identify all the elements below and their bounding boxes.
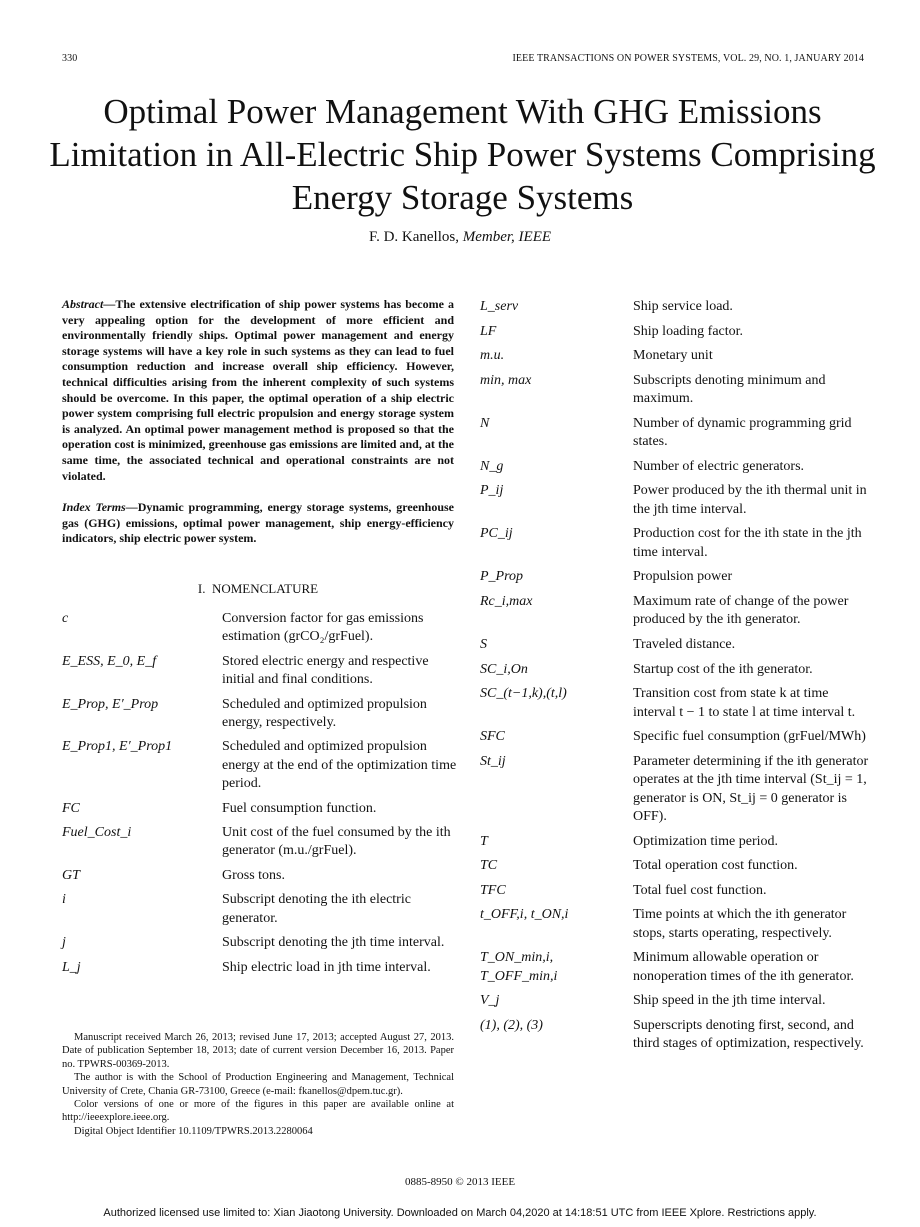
footnote-manuscript: Manuscript received March 26, 2013; revised June 17, 2013; accepted August 27, 2013. Date of publication September 18, 2013; date of current version December 16, 2013. Paper no. TPWRS-00369-2013. [62,1032,454,1070]
footnote-doi: Digital Object Identifier 10.1109/TPWRS.2013.2280064 [74,1125,313,1137]
nomenclature-definition: Time points at which the ith generator stops, starts operating, respectively. [633,907,847,941]
nomenclature-definition: Number of dynamic programming grid states. [633,415,852,450]
section-title-initial: N [211,581,222,596]
nomenclature-definition: Optimization time period. [633,833,779,849]
nomenclature-definition: Startup cost of the ith generator. [633,661,813,677]
nomenclature-entry [62,800,457,818]
nomenclature-definition: Subscript denoting the jth time interval. [222,935,445,951]
copyright: 0885-8950 © 2013 IEEE [404,1176,516,1188]
nomenclature-definition: Stored electric energy and respective initial and final conditions. [222,653,429,688]
nomenclature-definition: Ship speed in the jth time interval. [633,993,826,1009]
nomenclature-symbol: m.u. [480,348,505,364]
nomenclature-definition: Production cost for the ith state in the jth time interval. [633,526,862,560]
nomenclature-entry [480,661,870,679]
nomenclature-symbol: GT [62,867,80,883]
nomenclature-entry [62,696,457,733]
nomenclature-definition: Scheduled and optimized propulsion energy, respectively. [222,696,427,731]
nomenclature-definition: Scheduled and optimized propulsion energy at the end of the optimization time period. [222,739,457,792]
nomenclature-symbol: L_serv [480,299,519,314]
nomenclature-symbol: min, max [480,372,532,388]
nomenclature-symbol: N [480,415,490,431]
nomenclature-entry [480,347,870,365]
nomenclature-entry [62,610,457,647]
abstract [62,297,454,484]
nomenclature-entry [480,323,870,341]
author-affiliation: Member, IEEE [462,229,552,245]
nomenclature-definition: Parameter determining if the ith generator operates at the jth time interval (St_ij = 1, generator is ON, St_ij = 0 generator is OFF). [633,753,869,824]
nomenclature-entry [480,415,870,452]
nomenclature-symbol: t_OFF,i, t_ON,i [480,907,569,923]
author-name: F. D. Kanellos [368,229,456,245]
nomenclature-definition: Unit cost of the fuel consumed by the ith generator (m.u./grFuel). [222,825,451,859]
nomenclature-symbol: P_ij [480,483,504,499]
abstract-label: Abstract— [62,297,116,311]
nomenclature-symbol: SC_(t−1,k),(t,l) [480,686,567,702]
journal-header: IEEE TRANSACTIONS ON POWER SYSTEMS, VOL. 29, NO. 1, JANUARY 2014 [512,53,864,64]
nomenclature-entry [480,458,870,476]
nomenclature-symbol: E_ESS, E_0, E_f [62,653,157,669]
nomenclature-symbol: LF [480,323,497,339]
nomenclature-entry [480,728,870,746]
footnotes [62,1031,454,1138]
nomenclature-list-right [480,298,870,1060]
nomenclature-entry [62,738,457,793]
page-number: 330 [62,53,78,64]
nomenclature-entry [62,891,457,928]
nomenclature-definition: Total operation cost function. [633,858,798,874]
nomenclature-entry [62,959,457,977]
section-number: I. [197,581,206,596]
license-notice: Authorized licensed use limited to: Xian Jiaotong University. Downloaded on March 04,2020 at 14:18:51 UTC from IEEE Xplore. Restrictions apply. [103,1207,817,1219]
nomenclature-symbol: TC [480,858,498,874]
nomenclature-symbol: PC_ij [480,526,513,542]
nomenclature-entry [480,1017,870,1054]
section-heading-nomenclature [62,581,454,597]
nomenclature-symbol: S [480,636,487,652]
nomenclature-definition: Specific fuel consumption (grFuel/MWh) [633,729,866,745]
nomenclature-entry [480,906,870,943]
nomenclature-entry [480,568,870,586]
nomenclature-entry [480,857,870,875]
nomenclature-entry [62,824,457,861]
nomenclature-entry [480,298,870,316]
nomenclature-definition: Transition cost from state k at time interval t − 1 to state l at time interval t. [633,686,856,720]
paper-title: Optimal Power Management With GHG Emissions Limitation in All-Electric Ship Power Systems Comprising Energy Storage Systems [49,92,876,217]
author-line: F. D. Kanellos, Member, IEEE [368,229,552,245]
section-title-rest: OMENCLATURE [221,581,319,596]
nomenclature-symbol: c [62,611,69,626]
nomenclature-definition: Fuel consumption function. [222,800,377,816]
nomenclature-definition: Total fuel cost function. [633,882,767,898]
nomenclature-definition: Superscripts denoting first, second, and third stages of optimization, respectively. [633,1017,864,1052]
nomenclature-symbol: St_ij [480,753,506,769]
nomenclature-entry [480,593,870,630]
nomenclature-symbol: SFC [480,729,505,745]
nomenclature-entry [62,934,457,952]
nomenclature-entry [62,653,457,690]
nomenclature-definition: Ship electric load in jth time interval. [222,959,431,975]
nomenclature-symbol: TFC [480,882,506,898]
nomenclature-entry [480,525,870,562]
nomenclature-entry [480,753,870,827]
nomenclature-symbol: E_Prop1, E′_Prop1 [62,739,173,755]
footnote-author: The author is with the School of Production Engineering and Management, Technical University of Crete, Chania GR-73100, Greece (e-mail: fkanellos@dpem.tuc.gr). [62,1072,454,1097]
nomenclature-symbol: FC [62,800,80,816]
nomenclature-symbol: Fuel_Cost_i [62,825,132,841]
nomenclature-entry [480,833,870,851]
nomenclature-definition: Conversion factor for gas emissions estimation (grCO₂/grFuel). [222,611,424,645]
nomenclature-symbol: E_Prop, E′_Prop [62,696,159,712]
nomenclature-list-left [62,610,457,983]
nomenclature-symbol: i [62,892,66,908]
index-terms [62,500,454,547]
nomenclature-symbol: Rc_i,max [480,593,533,609]
nomenclature-symbol: N_g [480,458,504,474]
nomenclature-definition: Number of electric generators. [633,458,805,474]
nomenclature-symbol: P_Prop [480,569,524,585]
abstract-text: The extensive electrification of ship power systems has become a very appealing option for the development of more efficient and environmentally friendly ships. Optimal power management and energy storage systems will have a key role in such systems as they can lead to fuel consumption reduction and increase overall ship efficiency. However, technical difficulties arising from the inherent complexity of such systems should be overcome. In this paper, the optimal operation of a ship electric power system comprising full electric propulsion and energy storage system is analyzed. An optimal power management method is proposed so that the operation cost is minimized, greenhouse gas emissions are limited and, at the same time, the associated technical and operational constraints are not violated. [62,297,454,483]
nomenclature-definition: Ship loading factor. [633,323,744,339]
nomenclature-definition: Propulsion power [633,569,733,585]
nomenclature-entry [62,867,457,885]
nomenclature-definition: Minimum allowable operation or nonoperation times of the ith generator. [633,950,854,984]
nomenclature-definition: Power produced by the ith thermal unit in the jth time interval. [633,483,867,517]
footnote-color: Color versions of one or more of the figures in this paper are available online at http://ieeexplore.ieee.org. [62,1099,454,1124]
nomenclature-entry [480,372,870,409]
nomenclature-definition: Monetary unit [633,348,713,364]
nomenclature-definition: Subscript denoting the ith electric generator. [222,892,411,926]
nomenclature-entry [480,685,870,722]
nomenclature-entry [480,949,870,986]
index-terms-label: Index Terms— [62,500,138,514]
nomenclature-symbol: j [62,935,66,951]
nomenclature-entry [480,636,870,654]
nomenclature-entry [480,482,870,519]
index-terms-text: Dynamic programming, energy storage systems, greenhouse gas (GHG) emissions, optimal power management, ship energy-efficiency indicators, ship electric power system. [62,500,454,546]
nomenclature-entry [480,992,870,1010]
nomenclature-symbol: (1), (2), (3) [480,1017,543,1033]
nomenclature-symbol: SC_i,On [480,661,528,677]
nomenclature-symbol: T_ON_min,i, T_OFF_min,i [480,950,558,984]
nomenclature-definition: Subscripts denoting minimum and maximum. [633,372,826,407]
nomenclature-symbol: L_j [62,959,81,975]
nomenclature-definition: Ship service load. [633,299,733,314]
nomenclature-definition: Maximum rate of change of the power produced by the ith generator. [633,593,849,628]
nomenclature-definition: Traveled distance. [633,636,736,652]
nomenclature-symbol: V_j [480,993,500,1009]
nomenclature-entry [480,882,870,900]
nomenclature-definition: Gross tons. [222,867,286,883]
nomenclature-symbol: T [480,833,488,849]
